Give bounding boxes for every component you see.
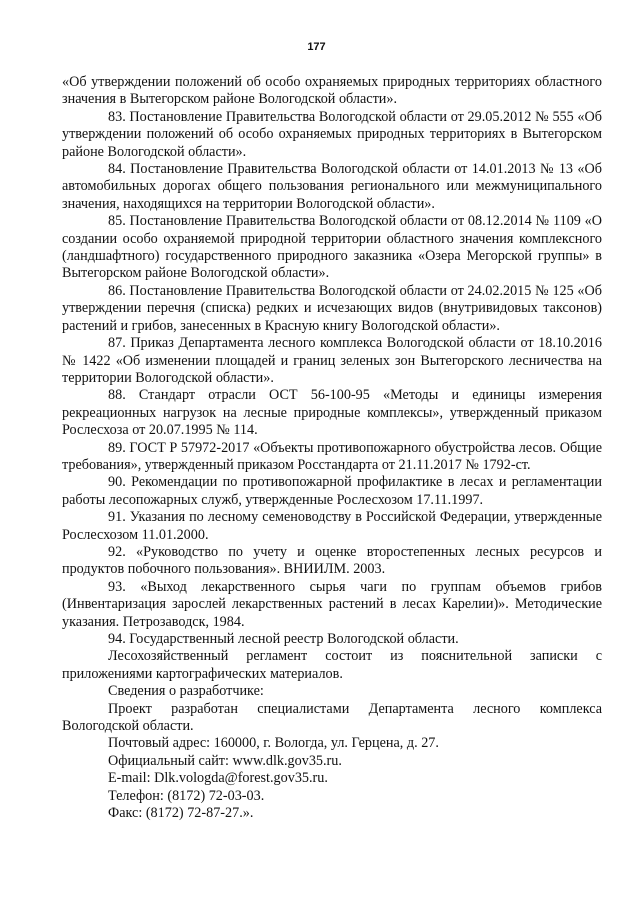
list-item-84: 84. Постановление Правительства Вологодской области от 14.01.2013 № 13 «Об автомобильных дорогах общего пользования регионального или межмуниципального значения, находящихся на территории Вологодской области». xyxy=(62,161,602,212)
developer-phone: Телефон: (8172) 72-03-03. xyxy=(108,787,265,804)
list-item-94: 94. Государственный лесной реестр Вологодской области. xyxy=(108,631,459,647)
developer-heading: Сведения о разработчике: xyxy=(108,683,264,700)
list-item-85: 85. Постановление Правительства Вологодской области от 08.12.2014 № 1109 «О создании особо охраняемой природной территории областного значения комплексного (ландшафтного) государственного природного заказника «Озера Мегорской группы» в Вытегорском районе Вологодской области». xyxy=(62,213,602,282)
developer-address: Почтовый адрес: 160000, г. Вологда, ул. Герцена, д. 27. xyxy=(108,735,439,752)
paragraph-82-continuation: «Об утверждении положений об особо охраняемых природных территориях областного значения в Вытегорском районе Вологодской области». xyxy=(62,74,602,108)
developer-project: Проект разработан специалистами Департамента лесного комплекса Вологодской области. xyxy=(62,700,602,735)
list-item-83: 83. Постановление Правительства Вологодской области от 29.05.2012 № 555 «Об утверждении положений об особо охраняемых природных территориях в Вытегорском районе Вологодской области». xyxy=(62,108,602,160)
developer-fax: Факс: (8172) 72-87-27.». xyxy=(108,805,254,822)
list-item-87: 87. Приказ Департамента лесного комплекса Вологодской области от 18.10.2016 № 1422 «Об изменении площадей и границ зеленых зон Вытегорского лесничества на территории Вологодской области». xyxy=(62,335,602,386)
list-item-88: 88. Стандарт отрасли ОСТ 56-100-95 «Методы и единицы измерения рекреационных нагрузок на лесные природные комплексы», утвержденный приказом Рослесхоза от 20.07.1995 № 114. xyxy=(62,387,602,439)
list-item-92: 92. «Руководство по учету и оценке второстепенных лесных ресурсов и продуктов побочного пользования». ВНИИЛМ. 2003. xyxy=(62,543,602,578)
list-item-93: 93. «Выход лекарственного сырья чаги по группам объемов грибов (Инвентаризация зарослей лекарственных растений в лесах Карелии)». Методические указания. Петрозаводск, 1984. xyxy=(62,578,602,630)
list-item-91: 91. Указания по лесному семеноводству в Российской Федерации, утвержденные Рослесхозом 11.01.2000. xyxy=(62,509,602,543)
page-number: 177 xyxy=(307,41,326,53)
developer-website: Официальный сайт: www.dlk.gov35.ru. xyxy=(108,752,342,769)
list-item-90: 90. Рекомендации по противопожарной профилактике в лесах и регламентации работы лесопожарных служб, утвержденные Рослесхозом 17.11.1997. xyxy=(62,474,602,508)
list-item-86: 86. Постановление Правительства Вологодской области от 24.02.2015 № 125 «Об утверждении перечня (списка) редких и исчезающих видов (внутривидовых таксонов) растений и грибов, занесенных в Красную книгу Вологодской области». xyxy=(62,282,602,334)
document-body xyxy=(62,74,602,822)
list-item-89: 89. ГОСТ Р 57972-2017 «Объекты противопожарного обустройства лесов. Общие требования», утвержденный приказом Росстандарта от 21.11.2017 № 1792-ст. xyxy=(62,439,602,473)
developer-info xyxy=(62,683,602,822)
regulation-structure-paragraph: Лесохозяйственный регламент состоит из пояснительной записки с приложениями картографических материалов. xyxy=(62,648,602,682)
developer-email: E-mail: Dlk.vologda@forest.gov35.ru. xyxy=(108,770,328,787)
